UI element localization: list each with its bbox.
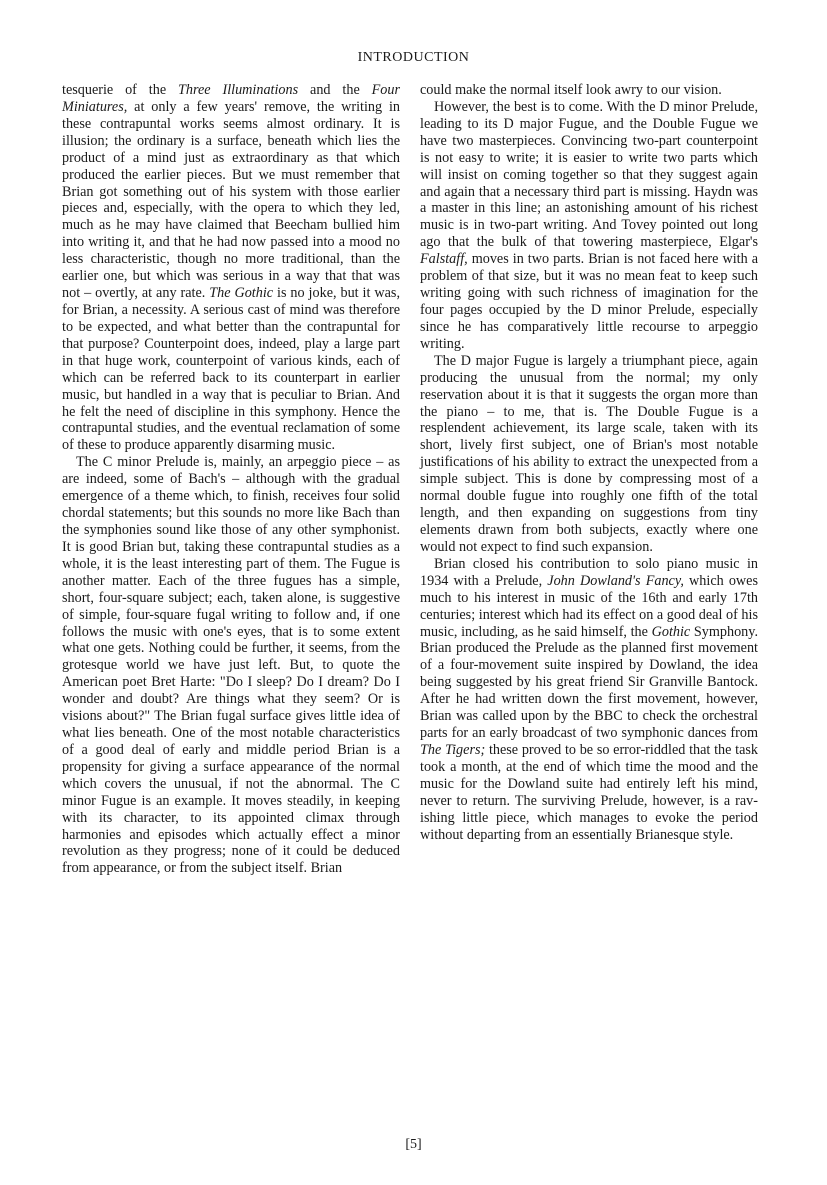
paragraph	[62, 454, 400, 877]
italic-title: Gothic	[651, 623, 691, 640]
text-run: tesquerie of the	[62, 82, 179, 98]
text-run: The C minor Prelude is, mainly, an arpeggio piece – as are indeed, some of Bach's – although with the gradual emergence of a theme which, to finish, receives four solid chordal statements; but this sounds no more like Bach than the symphonies sound like those of any other symphonist. It is good Brian but, taking these contrapuntal studies as a whole, it is the least interesting part of them. The Fugue is another matter. Each of the three fugues has a simple, short, four-square subject; each, taken alone, is suggestive of simple, four-square fugal writing to follow and, if one follows the music with one's eyes, that is to some extent what one gets. Nothing could be further, it seems, from the grotesque world we have just left. But, to quote the American poet Bret Harte: "Do I sleep? Do I dream? Do I wonder and doubt? Are things what they seem? Or is visions about?" The Brian fugal surface gives little idea of what lies beneath. One of the most notable characteristics of a good deal of early and middle period Brian is a propensity for giving a surface appearance of the normal which covers the unusual, if not the abnormal. The C minor Fugue is an example. It moves steadily, in keeping with its character, to its appointed climax through harmonies and episodes which actually effect a minor revolution as they progress; none of it could be deduced from appearance, or from the subject itself. Brian	[62, 454, 400, 877]
text-run: these proved to be so error-riddled that the task took a month, at the end of which time the mood and the music for the Dowland suite had entirely left his mind, never to return. The surviving Prelude, however, is a ravishing little piece, which manages to evoke the period without departing from an essentially Brianesque style.	[420, 741, 758, 843]
paragraph	[420, 82, 758, 99]
italic-title: The Gothic	[209, 285, 274, 302]
running-head: INTRODUCTION	[357, 50, 470, 65]
italic-title: The Tigers;	[420, 741, 486, 758]
italic-title: John Dowland's Fancy,	[547, 572, 684, 589]
paragraph	[420, 353, 758, 556]
text-run: Brian closed his contribution to solo piano music in 1934 with a Prelude,	[420, 555, 758, 589]
paragraph	[62, 82, 400, 454]
page-number: [5]	[405, 1137, 422, 1152]
text-run: moves in two parts. Brian is not faced here with a problem of that size, but it was no mean feat to keep such writing going with such richness of imagination for the four pages occupied by the D minor Prelude, especially since he has comparatively little recourse to arpeggio writing.	[420, 251, 758, 352]
text-run: Symphony. Brian produced the Prelude as the planned first movement of a four-movement suite inspired by Dowland, the idea being suggested by his great friend Sir Granville Bantock. After he had written down the first movement, however, Brian was called upon by the BBC to check the orchestral parts for an early broadcast of two symphonic dances from	[420, 623, 758, 742]
right-column	[420, 82, 758, 843]
text-run: The D major Fugue is largely a triumphant piece, again producing the unusual from the normal; my only reservation about it is that it suggests the organ more than the piano – to me, that is. The Double Fugue is a resplendent achievement, its large scale, taken with its short, lively first subject, one of Brian's most notable justifications of his ability to extract the unexpected from a simple subject. This is done by compressing most of a normal double fugue into roughly one fifth of the total length, and then expanding on suggestions from tiny elements drawn from both subjects, exactly where one would not expect to find such expansion.	[420, 352, 758, 555]
italic-title: Four Miniatures,	[62, 82, 401, 115]
text-run: could make the normal itself look awry to our vision.	[420, 82, 722, 98]
italic-title: Three Illuminations	[178, 82, 299, 98]
paragraph	[420, 99, 758, 353]
text-run: and the	[298, 82, 372, 98]
text-run: is no joke, but it was, for Brian, a necessity. A serious cast of mind was therefore to be expected, and what better than the contrapuntal for that purpose? Counterpoint does, indeed, play a large part in that huge work, counterpoint of various kinds, each of which can be referred back to its counterpart in earlier music, but handled in a way that is peculiar to Brian. And he felt the need of discipline in this symphony. Hence the contrapuntal studies, and the eventual reclamation of some of these to produce apparently disarming music.	[62, 285, 400, 454]
text-run: at only a few years' remove, the writing in these contrapuntal works seems almost ordinary. It is illusion; the ordinary is a surface, beneath which lies the product of a mind just as extraordinary as that which produced the earlier pieces. But we must remember that Brian got something out of his system with those earlier pieces and, especially, with the opera to which they led, much as he may have claimed that Beecham bullied him into writing it, and that he had now passed into a mood no less characteristic, though no more traditional, than the earlier one, but which was serious in a way that that was not – overtly, at any rate.	[62, 98, 400, 302]
text-run: which owes much to his interest in music of the 16th and early 17th centuries; interest which had its effect on a good deal of his music, including, as he said himself, the	[420, 572, 758, 640]
text-run: However, the best is to come. With the D minor Prelude, leading to its D major Fugue, and the Double Fugue we have two masterpieces. Convincing two-part counterpoint is not easy to write; it is easier to write two parts which will insist on coming together so that they suggest again and again that a necessary third part is missing. Haydn was a master in this line; an astonishing amount of his richest music is in two-part writing. And Tovey pointed out long ago that the bulk of that towering masterpiece, Elgar's	[420, 98, 758, 251]
paragraph	[420, 556, 758, 844]
italic-title: Falstaff,	[420, 251, 468, 268]
left-column	[62, 82, 400, 877]
